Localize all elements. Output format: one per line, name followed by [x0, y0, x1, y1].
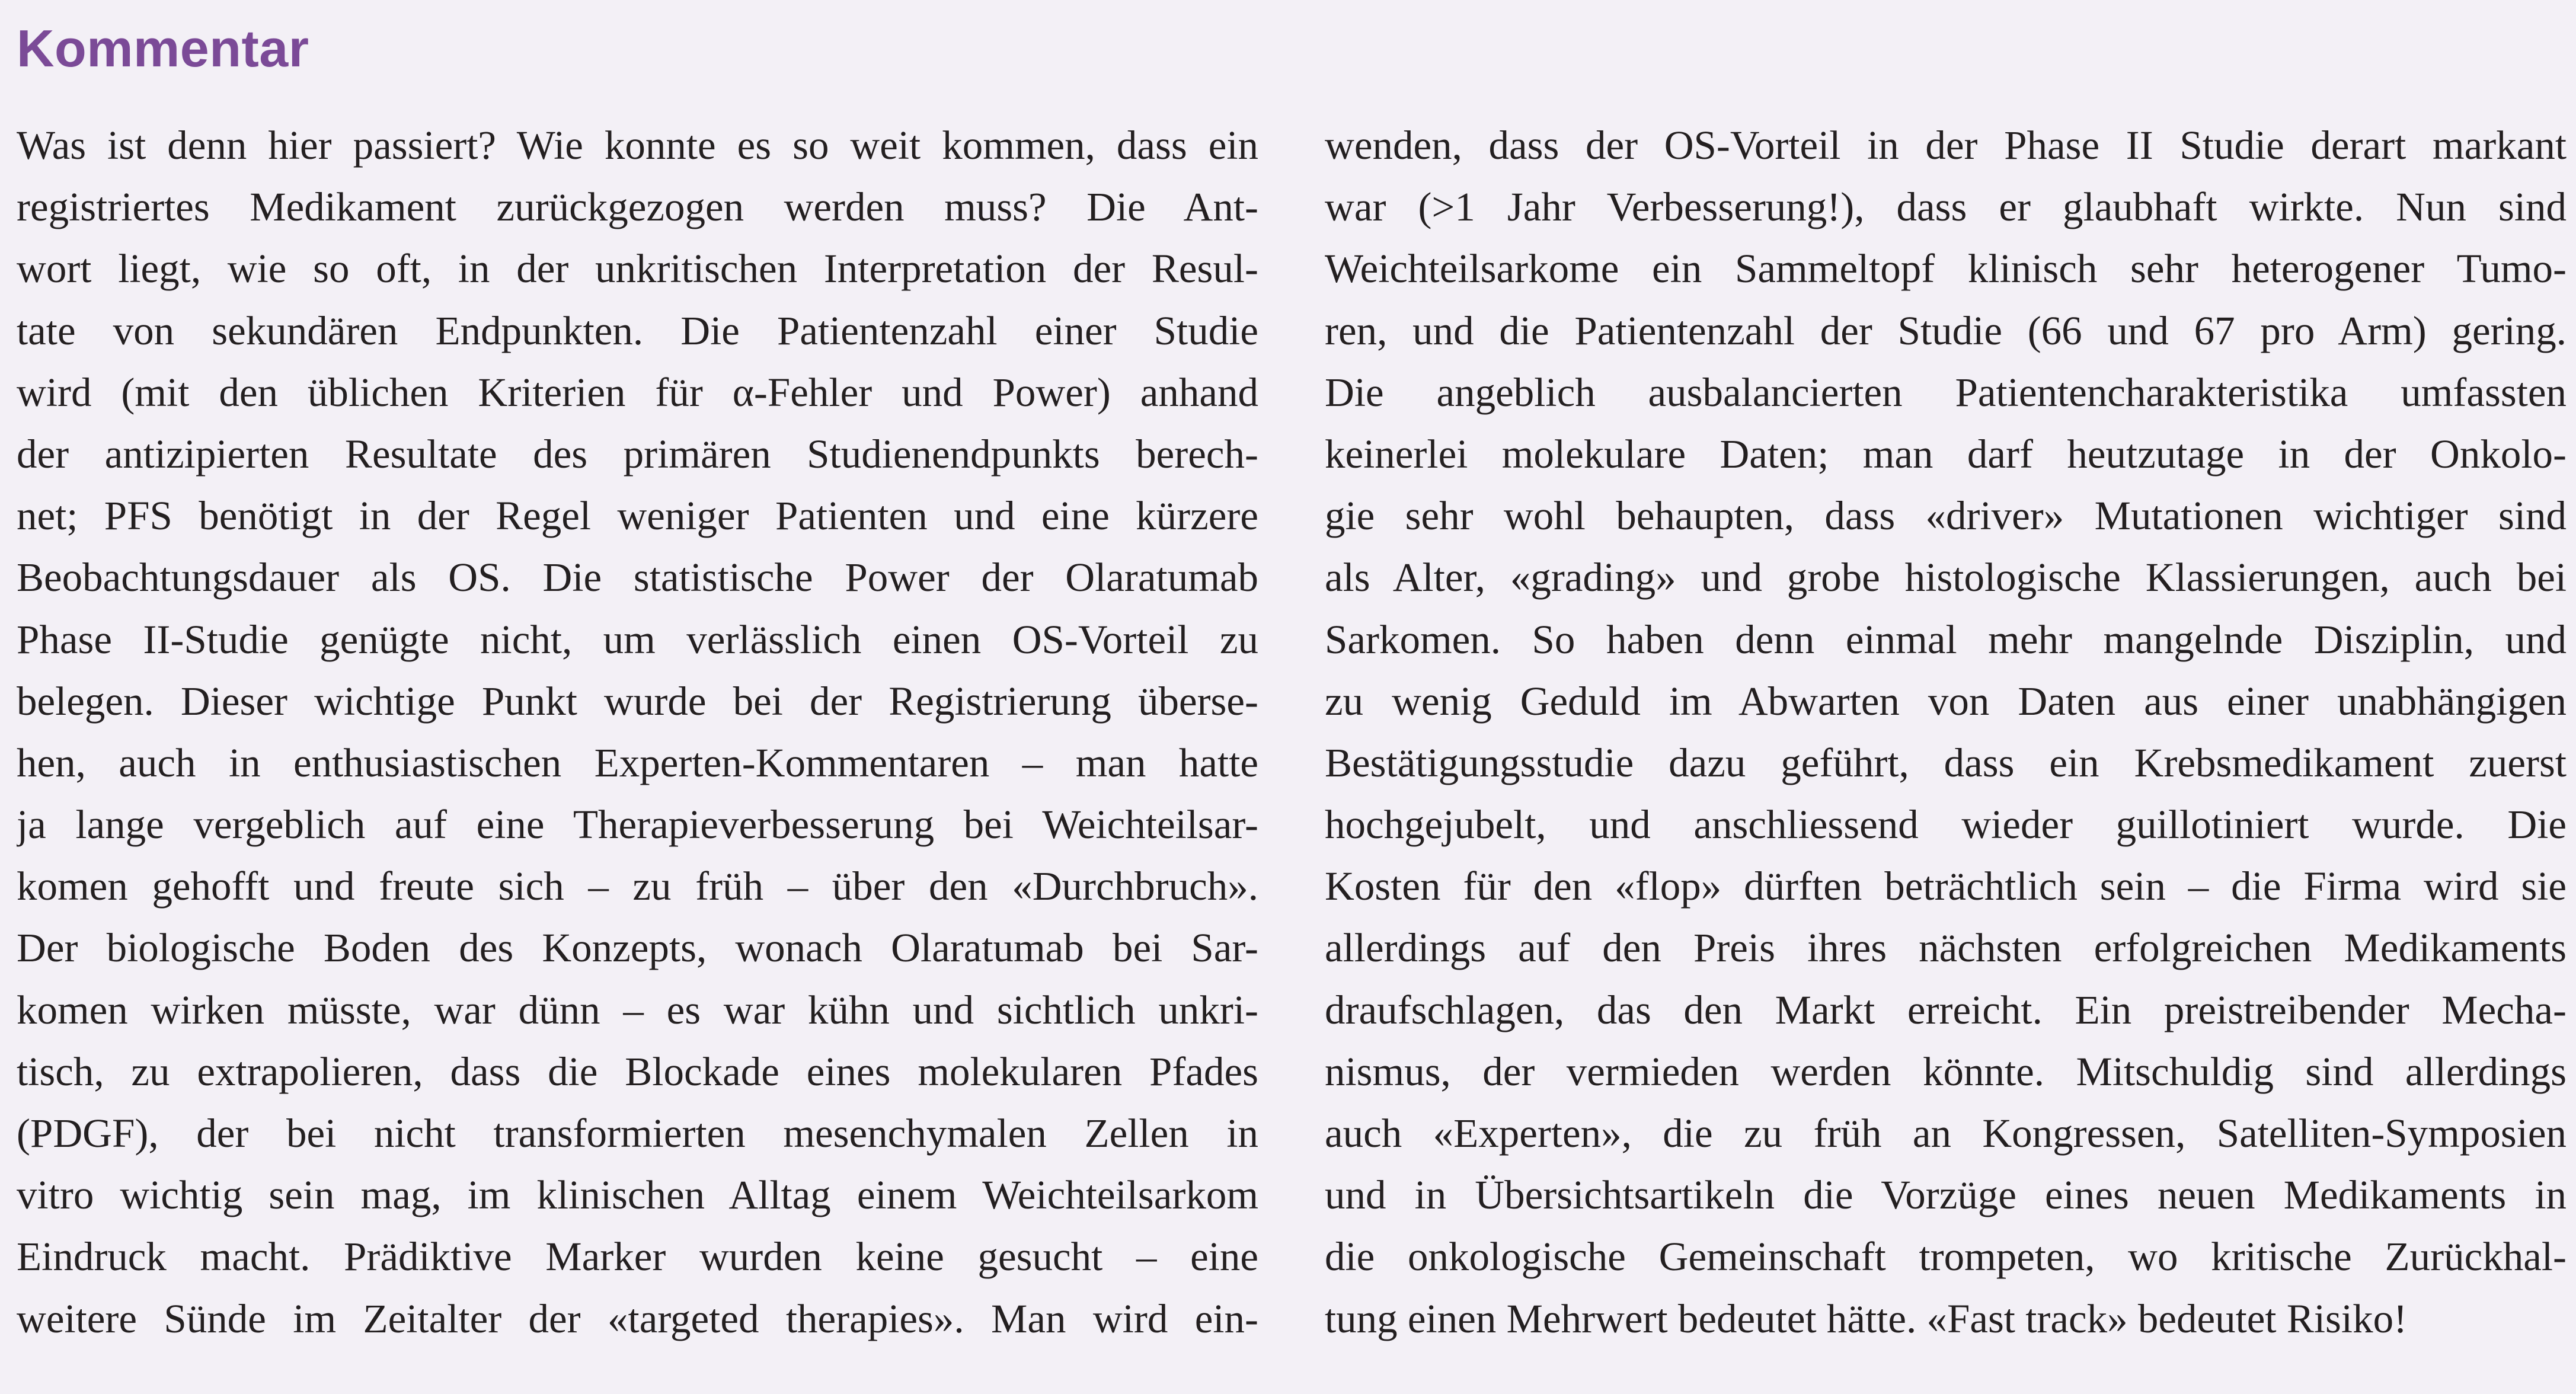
text-line: registriertes Medikament zurückgezogen werden muss? Die Ant-: [17, 184, 1258, 230]
text-line: wort liegt, wie so oft, in der unkritischen Interpretation der Resul-: [17, 246, 1258, 292]
text-line: die onkologische Gemeinschaft trompeten, wo kritische Zurückhal-: [1325, 1234, 2567, 1280]
text-line: belegen. Dieser wichtige Punkt wurde bei der Registrierung überse-: [17, 678, 1258, 724]
text-line: tisch, zu extrapolieren, dass die Blockade eines molekularen Pfades: [17, 1048, 1258, 1094]
text-line: hen, auch in enthusiastischen Experten-Kommentaren – man hatte: [17, 740, 1258, 785]
text-line: keinerlei molekulare Daten; man darf heutzutage in der Onkolo-: [1325, 431, 2567, 477]
text-line: zu wenig Geduld im Abwarten von Daten aus einer unabhängigen: [1325, 678, 2567, 724]
text-line: draufschlagen, das den Markt erreicht. Ein preistreibender Mecha-: [1325, 987, 2567, 1032]
text-line: Sarkomen. So haben denn einmal mehr mangelnde Disziplin, und: [1325, 616, 2567, 662]
text-line: wird (mit den üblichen Kriterien für α-Fehler und Power) anhand: [17, 369, 1258, 415]
text-column-right: [1325, 114, 2567, 1350]
text-line: der antizipierten Resultate des primären Studienendpunkts berech-: [17, 431, 1258, 477]
text-line: und in Übersichtsartikeln die Vorzüge eines neuen Medikaments in: [1325, 1172, 2567, 1218]
text-line: als Alter, «grading» und grobe histologische Klassierungen, auch bei: [1325, 555, 2567, 600]
text-line: Beobachtungsdauer als OS. Die statistische Power der Olaratumab: [17, 555, 1258, 600]
text-line: war (>1 Jahr Verbesserung!), dass er glaubhaft wirkte. Nun sind: [1325, 184, 2567, 230]
text-line: Kosten für den «flop» dürften beträchtlich sein – die Firma wird sie: [1325, 864, 2567, 909]
text-line: ja lange vergeblich auf eine Therapieverbesserung bei Weichteilsar-: [17, 802, 1258, 848]
text-line: Die angeblich ausbalancierten Patientencharakteristika umfassten: [1325, 369, 2567, 415]
section-heading: Kommentar: [17, 19, 309, 78]
text-line: komen gehofft und freute sich – zu früh – über den «Durchbruch».: [17, 864, 1258, 909]
text-line: wenden, dass der OS-Vorteil in der Phase II Studie derart markant: [1325, 123, 2567, 168]
text-line: Was ist denn hier passiert? Wie konnte es so weit kommen, dass ein: [17, 123, 1258, 168]
text-line: Phase II-Studie genügte nicht, um verlässlich einen OS-Vorteil zu: [17, 616, 1258, 662]
text-line: komen wirken müsste, war dünn – es war kühn und sichtlich unkri-: [17, 987, 1258, 1032]
text-line: Weichteilsarkome ein Sammeltopf klinisch sehr heterogener Tumo-: [1325, 246, 2567, 292]
text-line: vitro wichtig sein mag, im klinischen Alltag einem Weichteilsarkom: [17, 1172, 1258, 1218]
text-line: allerdings auf den Preis ihres nächsten erfolgreichen Medikaments: [1325, 925, 2567, 971]
text-line: tate von sekundären Endpunkten. Die Patientenzahl einer Studie: [17, 308, 1258, 353]
text-line: tung einen Mehrwert bedeutet hätte. «Fast track» bedeutet Risiko!: [1325, 1296, 2408, 1341]
text-line: gie sehr wohl behaupten, dass «driver» Mutationen wichtiger sind: [1325, 493, 2567, 539]
text-line: auch «Experten», die zu früh an Kongressen, Satelliten-Symposien: [1325, 1111, 2567, 1156]
text-line: (PDGF), der bei nicht transformierten mesenchymalen Zellen in: [17, 1111, 1258, 1156]
text-line: hochgejubelt, und anschliessend wieder guillotiniert wurde. Die: [1325, 802, 2567, 848]
text-line: net; PFS benötigt in der Regel weniger Patienten und eine kürzere: [17, 493, 1258, 539]
text-line: ren, und die Patientenzahl der Studie (66 und 67 pro Arm) gering.: [1325, 308, 2567, 353]
text-line: Eindruck macht. Prädiktive Marker wurden keine gesucht – eine: [17, 1234, 1258, 1280]
text-line: weitere Sünde im Zeitalter der «targeted therapies». Man wird ein-: [17, 1296, 1258, 1341]
text-line: Bestätigungsstudie dazu geführt, dass ein Krebsmedikament zuerst: [1325, 740, 2567, 785]
text-column-left: [17, 114, 1258, 1350]
text-line: Der biologische Boden des Konzepts, wonach Olaratumab bei Sar-: [17, 925, 1258, 971]
text-line: nismus, der vermieden werden könnte. Mitschuldig sind allerdings: [1325, 1048, 2567, 1094]
